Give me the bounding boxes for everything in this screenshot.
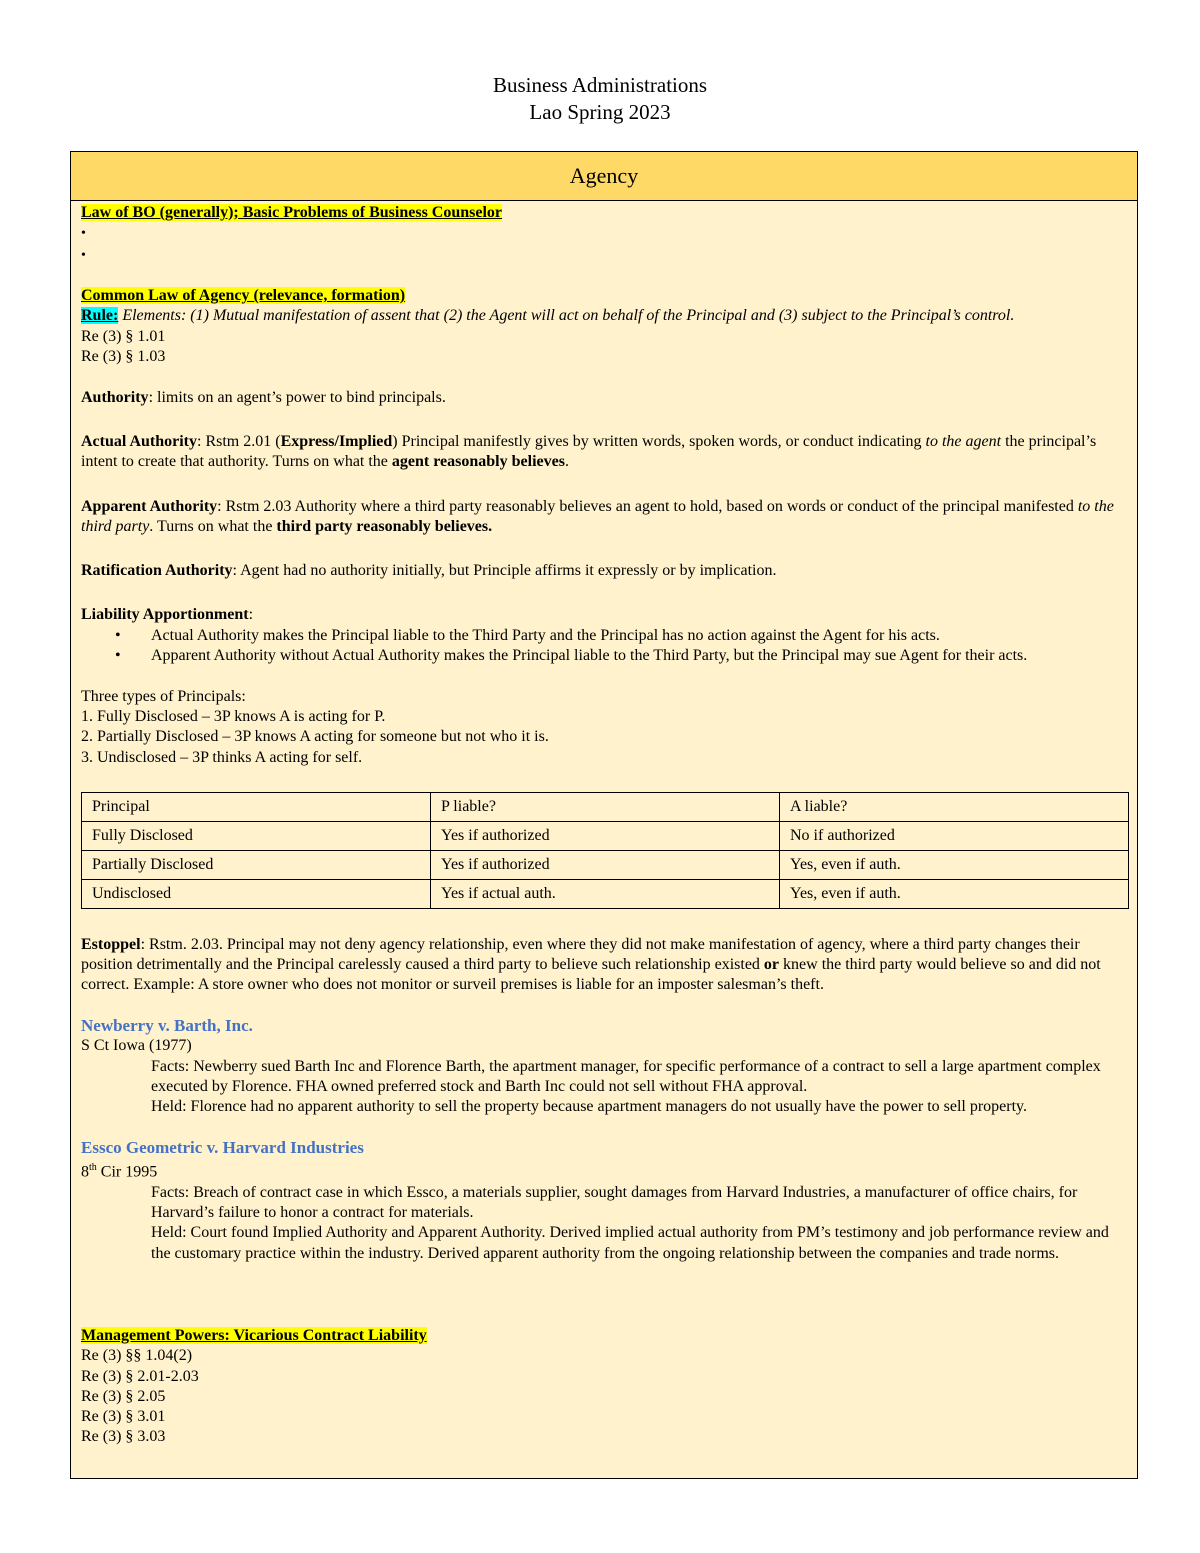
rule-text: Elements: (1) Mutual manifestation of assent that (2) the Agent will act on behalf of the Principal and (3) subject to the Principal’s control. xyxy=(118,307,1015,325)
empty-bullet xyxy=(81,245,1127,266)
authority-paragraph: Authority: limits on an agent’s power to bind principals. xyxy=(81,388,446,406)
table-row xyxy=(82,821,1129,850)
case-held: Held: Florence had no apparent authority to sell the property because apartment managers do not usually have the power to sell property. xyxy=(151,1098,1028,1116)
principal-type: 2. Partially Disclosed – 3P knows A acting for someone but not who it is. xyxy=(81,728,549,746)
liability-item: • Actual Authority makes the Principal liable to the Third Party and the Principal has no action against the Agent for his acts. xyxy=(81,626,1127,646)
table-header-cell: P liable? xyxy=(431,792,780,821)
rule-line xyxy=(81,306,1127,326)
management-ref: Re (3) § 3.01 xyxy=(81,1408,166,1426)
apparent-authority-paragraph: Apparent Authority: Rstm 2.03 Authority where a third party reasonably believes an agent to hold, based on words or conduct of the principal manifested to the third party. Turns on what the third party reasonably believes. xyxy=(81,497,1114,535)
liability-item: • Apparent Authority without Actual Authority makes the Principal liable to the Third Party, but the Principal may sue Agent for their acts. xyxy=(81,646,1127,666)
table-header-cell: Principal xyxy=(82,792,431,821)
empty-bullet-list xyxy=(81,223,1127,266)
table-cell: Fully Disclosed xyxy=(82,821,431,850)
principal-type: 1. Fully Disclosed – 3P knows A is acting for P. xyxy=(81,707,386,725)
management-powers-heading: Management Powers: Vicarious Contract Liability xyxy=(81,1326,427,1344)
case-essco xyxy=(81,1138,1127,1264)
case-court: 8th Cir 1995 xyxy=(81,1162,158,1181)
liability-heading: Liability Apportionment: xyxy=(81,606,254,624)
principals-intro: Three types of Principals: xyxy=(81,687,246,705)
rule-label: Rule: xyxy=(81,307,119,325)
ratification-paragraph: Ratification Authority: Agent had no authority initially, but Principle affirms it expressly or by implication. xyxy=(81,562,777,580)
principal-liability-table xyxy=(81,792,1129,909)
case-court: S Ct Iowa (1977) xyxy=(81,1037,192,1055)
document-title xyxy=(0,72,1200,126)
section-content xyxy=(71,201,1137,1448)
title-line-1: Business Administrations xyxy=(492,73,708,97)
case-facts: Facts: Newberry sued Barth Inc and Florence Barth, the apartment manager, for specific performance of a contract to sell a large apartment complex executed by Florence. FHA owned preferred stock and Barth Inc could not sell without FHA approval. xyxy=(151,1057,1101,1095)
management-ref: Re (3) § 2.01-2.03 xyxy=(81,1367,199,1385)
table-cell: Yes if authorized xyxy=(431,821,780,850)
table-cell: Yes if actual auth. xyxy=(431,879,780,908)
table-row xyxy=(82,879,1129,908)
case-name: Newberry v. Barth, Inc. xyxy=(81,1016,253,1036)
table-cell: Yes, even if auth. xyxy=(780,850,1129,879)
liability-list xyxy=(81,626,1127,667)
table-header-row xyxy=(82,792,1129,821)
empty-bullet xyxy=(81,223,1127,244)
table-cell: Yes, even if auth. xyxy=(780,879,1129,908)
table-cell: Undisclosed xyxy=(82,879,431,908)
common-law-heading: Common Law of Agency (relevance, formation) xyxy=(81,287,406,305)
rule-ref: Re (3) § 1.03 xyxy=(81,348,166,366)
law-of-bo-heading: Law of BO (generally); Basic Problems of Business Counselor xyxy=(81,204,503,221)
rule-ref: Re (3) § 1.01 xyxy=(81,327,166,345)
actual-authority-paragraph: Actual Authority: Rstm 2.01 (Express/Implied) Principal manifestly gives by written words, spoken words, or conduct indicating to the agent the principal’s intent to create that authority. Turns on what the agent reasonably believes. xyxy=(81,432,1097,471)
case-held: Held: Court found Implied Authority and Apparent Authority. Derived implied actual authority from PM’s testimony and job performance review and the customary practice within the industry. Derived apparent authority from the ongoing relationship between the companies and trade norms. xyxy=(151,1224,1109,1262)
table-cell: Yes if authorized xyxy=(431,850,780,879)
management-ref: Re (3) § 3.03 xyxy=(81,1428,166,1446)
case-newberry xyxy=(81,1016,1127,1117)
table-header-cell: A liable? xyxy=(780,792,1129,821)
principal-type: 3. Undisclosed – 3P thinks A acting for self. xyxy=(81,748,363,766)
management-ref: Re (3) §§ 1.04(2) xyxy=(81,1347,193,1365)
case-name: Essco Geometric v. Harvard Industries xyxy=(81,1137,364,1157)
section-title: Agency xyxy=(71,152,1137,201)
table-cell: Partially Disclosed xyxy=(82,850,431,879)
agency-section-box xyxy=(70,151,1138,1479)
table-row xyxy=(82,850,1129,879)
management-ref: Re (3) § 2.05 xyxy=(81,1387,166,1405)
table-cell: No if authorized xyxy=(780,821,1129,850)
case-facts: Facts: Breach of contract case in which Essco, a materials supplier, sought damages from Harvard Industries, a manufacturer of office chairs, for Harvard’s failure to honor a contract for materials. xyxy=(151,1183,1078,1222)
estoppel-paragraph: Estoppel: Rstm. 2.03. Principal may not deny agency relationship, even where they did not make manifestation of agency, where a third party changes their position detrimentally and the Principal carelessly caused a third party to believe such relationship existed or knew the third party would believe so and did not correct. Example: A store owner who does not monitor or surveil premises is liable for an imposter salesman’s theft. xyxy=(81,935,1101,994)
title-line-2: Lao Spring 2023 xyxy=(529,100,671,124)
